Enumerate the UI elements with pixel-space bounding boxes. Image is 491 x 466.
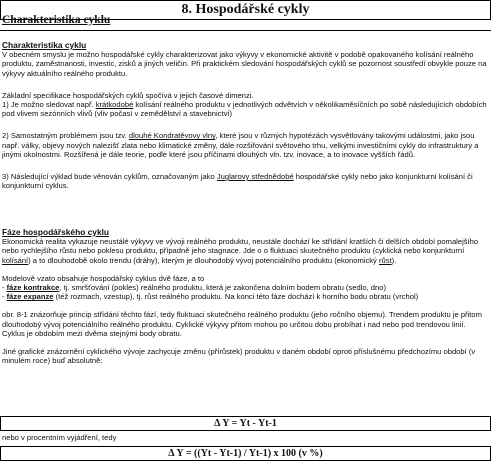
char-text: V obecném smyslu je možno hospodářské cykly charakterizovat jako výkyvy v ekonomické aktivitě v podobě opakovaného kolísání reálného produktu, zaměstnanosti, investic, zisků a jiných veličin. Při praktickém sledování hospodářských cyklů se pozornost soustředí obvykle pouze na výkyvy aktuálního reálného produktu.: [2, 50, 487, 78]
divider: [0, 30, 491, 31]
graph-text: Jiné grafické znázornění cyklického vývoje zachycuje změnu (přírůstek) produktu v daném období oproti příslušnému předchozímu období (v minulém roce) buď absolutně:: [2, 347, 476, 366]
model-a-label: fáze kontrakce: [6, 283, 60, 293]
phase-text: [2, 237, 488, 265]
model-b-text: (též rozmach, vzestup), tj. růst reálného produktu. Na konci této fáze dochází k horního bodu obratu (vrchol): [53, 292, 419, 302]
item-3: [2, 172, 488, 190]
equation-percent: Δ Y = ((Yt - Yt-1) / Yt-1) x 100 (v %): [0, 446, 491, 461]
phase-link[interactable]: kolísání: [2, 255, 29, 265]
item-2-pre: 2) Samostatným problémem jsou tzv.: [2, 131, 129, 141]
char-heading: Charakteristika cyklu: [2, 40, 87, 50]
equation-absolute: Δ Y = Yt - Yt-1: [0, 416, 491, 431]
page-title: 8. Hospodářské cykly: [0, 0, 491, 20]
item-3-pre: 3) Následující výklad bude věnován cyklům, označovaným jako: [2, 172, 217, 182]
phase-text-pre: Ekonomická realita vykazuje neustálé výkyvy ve vývoji reálného produktu, neustále dochází ke střídání kratších či delších období pomalejšího nebo rychlejšího růstu nebo poklesu produktu, případně jeho stagnace. Jde o o fluktuaci skutečného produktu (cyklická nebo konjunkturní: [2, 237, 479, 256]
item-2-link[interactable]: dlouhé Kondratěvovy vlny: [128, 131, 216, 141]
phase-text-post: ) a to dlouhodobě okolo trendu (dráhy), kterým je dlouhodobý vývoj potenciálního produktu (ekonomický: [28, 255, 379, 265]
model-intro: Modelově vzato obsahuje hospodářský cyklus dvě fáze, a to: [2, 273, 205, 283]
basic-text: Základní specifikace hospodářských cyklů spočívá v jejich časové dimenzi.: [2, 90, 254, 100]
item-3-post: hospodářské cykly nebo jako konjunkturní kolísání či konjunkturní cyklus.: [2, 172, 473, 191]
phase-link-2[interactable]: růst: [378, 255, 392, 265]
char-paragraph: [2, 41, 488, 190]
item-2-post: , které jsou v různých hypotézách vysvětlovány takovými událostmi, jako jsou např. války, objevy nových nalezišť zlata nebo klimatické změny, dále rozšiřování světového trhu, velkými investičními cykly do infrastruktury a jinými okolnostmi. Rozšířená je dále teorie, podle které jsou příčinami dlouhých vln. tzv. inovace, a to inovace vyšších řádů.: [2, 131, 479, 159]
phase-heading: Fáze hospodářského cyklu: [2, 227, 110, 237]
item-1-post: kolísání reálného produktu v jednotlivých odvětvích v několikaměsíčních po sobě následujících obdobích pod vlivem sezónních vlivů (vliv počasí v zemědělství a stavebnictví): [2, 100, 487, 119]
model-b: - fáze expanze (též rozmach, vzestup), tj. růst reálného produktu. Na konci této fáze dochází k horního bodu obratu (vrchol): [2, 292, 419, 302]
fig-text: obr. 8-1 znázorňuje princip střídání těchto fází, tedy fluktuaci skutečného reálného produktu (jeho ročního objemu). Trendem produktu je přitom dlouhodobý vývoj potenciálního reálného produktu. Cyklické výkyvy přitom mohou po určitou dobu probíhat i nad nebo pod trendovou linií. Cyklus je obdobím mezi dvěma stejnými body obratu.: [2, 310, 482, 338]
item-1-link[interactable]: krátkodobé: [95, 100, 134, 110]
item-2: [2, 131, 488, 159]
item-1: [2, 100, 488, 118]
model-b-label: fáze expanze: [6, 292, 54, 302]
section-heading-left: Charakteristika cyklu: [2, 14, 111, 26]
model-a-text: , tj. smršťování (pokles) reálného produktu, která je zakončena dolním bodem obratu (sedlo, dno): [59, 283, 387, 293]
phase-paragraph: [2, 228, 488, 365]
item-1-pre: 1) Je možno sledovat např.: [2, 100, 96, 110]
model-a: - fáze kontrakce, tj. smršťování (pokles) reálného produktu, která je zakončena dolním bodem obratu (sedlo, dno): [2, 283, 387, 293]
phase-text-end: ).: [391, 255, 397, 265]
item-3-link[interactable]: Juglarovy střednědobé: [216, 172, 294, 182]
note-text: nebo v procentním vyjádření, tedy: [2, 433, 117, 442]
